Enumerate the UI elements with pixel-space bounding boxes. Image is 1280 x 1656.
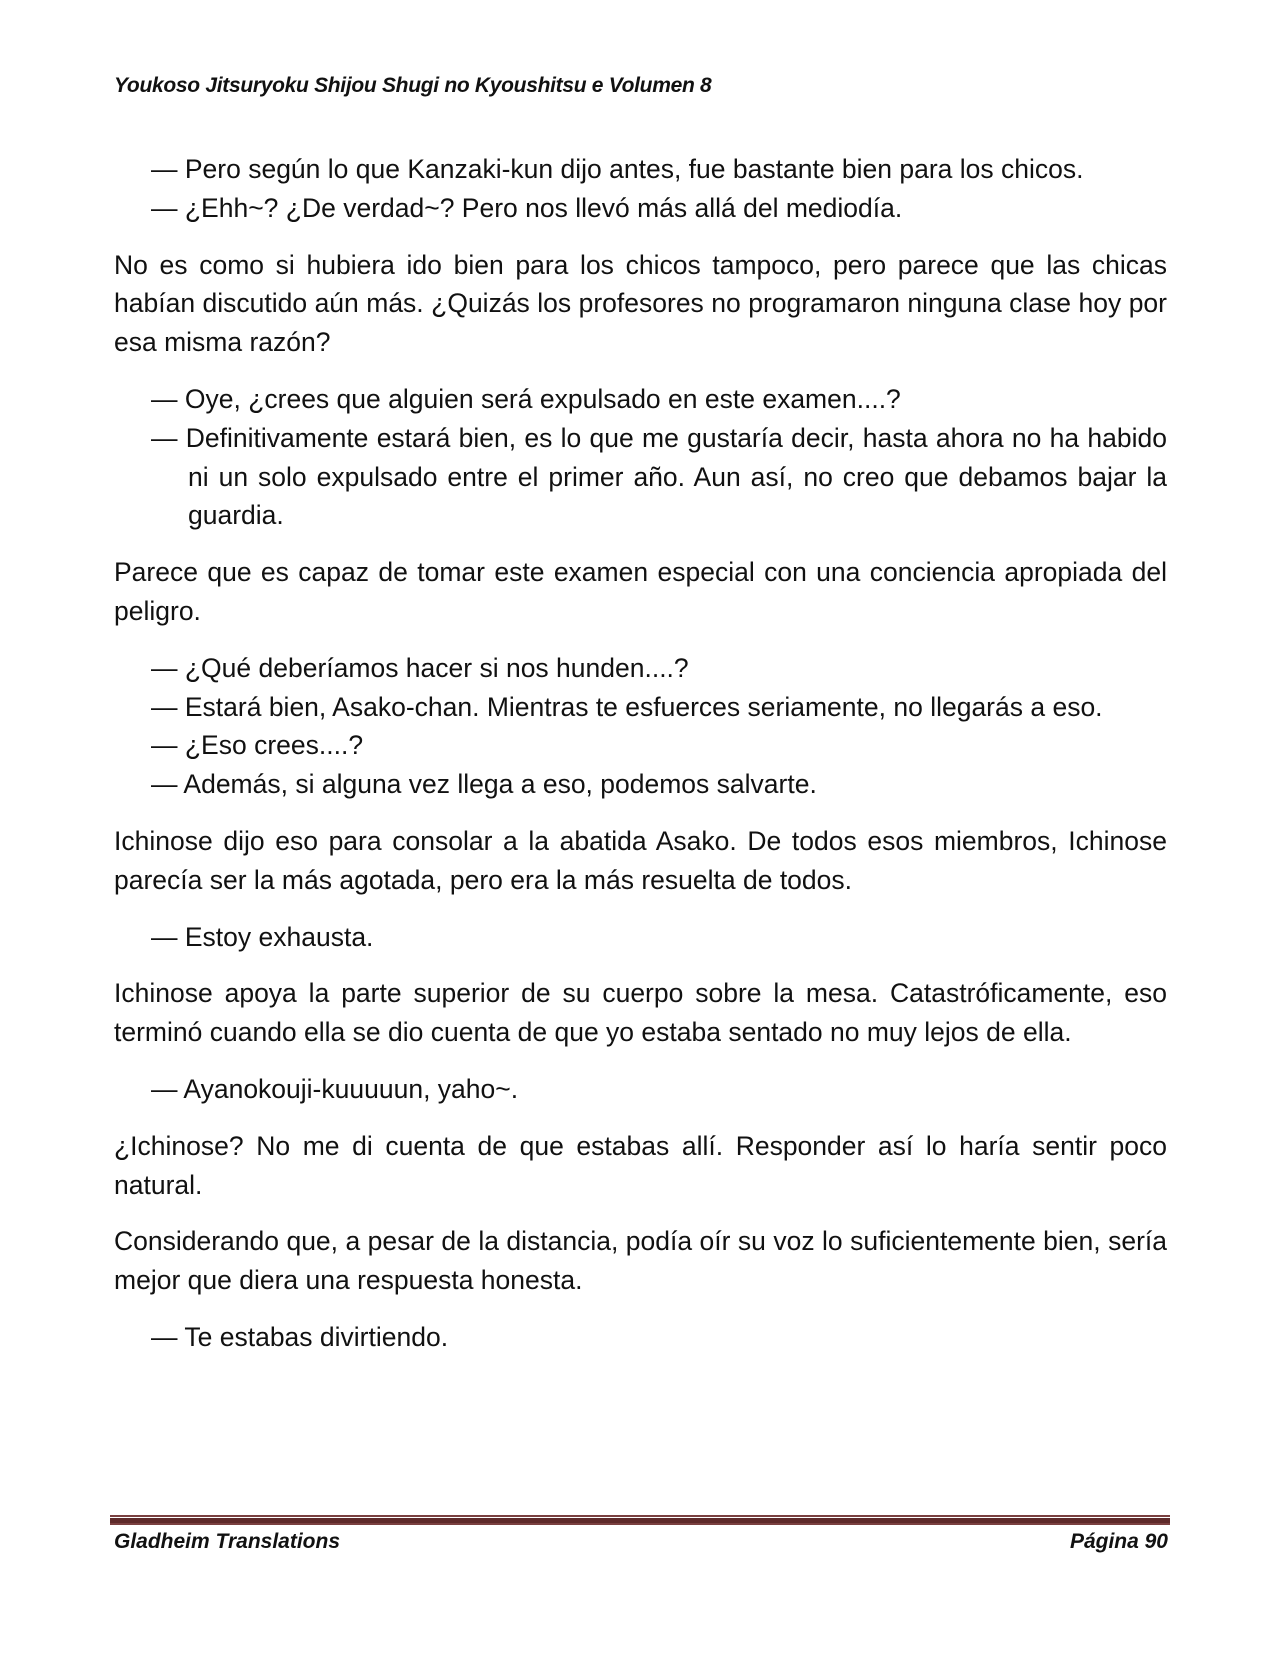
dialogue-line: — Estará bien, Asako-chan. Mientras te esfuerces seriamente, no llegarás a eso. <box>151 691 1103 722</box>
dialogue-line: — ¿Eso crees....? <box>151 730 364 761</box>
dialogue-group <box>114 1318 1167 1357</box>
dialogue-group <box>114 918 1167 957</box>
dialogue-line: — Además, si alguna vez llega a eso, podemos salvarte. <box>151 769 817 800</box>
paragraph: Parece que es capaz de tomar este examen especial con una conciencia apropiada del peligro. <box>114 557 1167 626</box>
page-number: Página 90 <box>1069 1530 1168 1553</box>
paragraph: Ichinose apoya la parte superior de su cuerpo sobre la mesa. Catastróficamente, eso terminó cuando ella se dio cuenta de que yo estaba sentado no muy lejos de ella. <box>114 978 1167 1048</box>
dialogue-line: — Te estabas divirtiendo. <box>151 1321 449 1352</box>
page-body <box>114 150 1167 1375</box>
dialogue-line: — Estoy exhausta. <box>151 921 374 952</box>
dialogue-line: — ¿Qué deberíamos hacer si nos hunden....? <box>151 652 689 683</box>
dialogue-group <box>114 1070 1167 1109</box>
footer-rule <box>110 1515 1170 1525</box>
paragraph: No es como si hubiera ido bien para los chicos tampoco, pero parece que las chicas habían discutido aún más. ¿Quizás los profesores no programaron ninguna clase hoy por esa misma razón? <box>114 249 1167 358</box>
footer-credit: Gladheim Translations <box>114 1530 341 1553</box>
dialogue-group <box>114 649 1167 804</box>
dialogue-line: — Definitivamente estará bien, es lo que me gustaría decir, hasta ahora no ha habido ni un solo expulsado entre el primer año. Aun así, no creo que debamos bajar la guardia. <box>151 422 1167 531</box>
dialogue-line: — Pero según lo que Kanzaki-kun dijo antes, fue bastante bien para los chicos. <box>151 154 1084 184</box>
running-header: Youkoso Jitsuryoku Shijou Shugi no Kyoushitsu e Volumen 8 <box>114 74 712 97</box>
paragraph: Ichinose dijo eso para consolar a la abatida Asako. De todos esos miembros, Ichinose parecía ser la más agotada, pero era la más resuelta de todos. <box>114 825 1167 895</box>
dialogue-group <box>114 150 1167 228</box>
paragraph: ¿Ichinose? No me di cuenta de que estabas allí. Responder así lo haría sentir poco natural. <box>114 1130 1167 1200</box>
dialogue-line: — ¿Ehh~? ¿De verdad~? Pero nos llevó más allá del mediodía. <box>151 192 903 223</box>
dialogue-group <box>114 380 1167 535</box>
dialogue-line: — Oye, ¿crees que alguien será expulsado en este examen....? <box>151 383 901 414</box>
paragraph: Considerando que, a pesar de la distancia, podía oír su voz lo suficientemente bien, sería mejor que diera una respuesta honesta. <box>114 1226 1167 1296</box>
dialogue-line: — Ayanokouji-kuuuuun, yaho~. <box>151 1073 519 1104</box>
